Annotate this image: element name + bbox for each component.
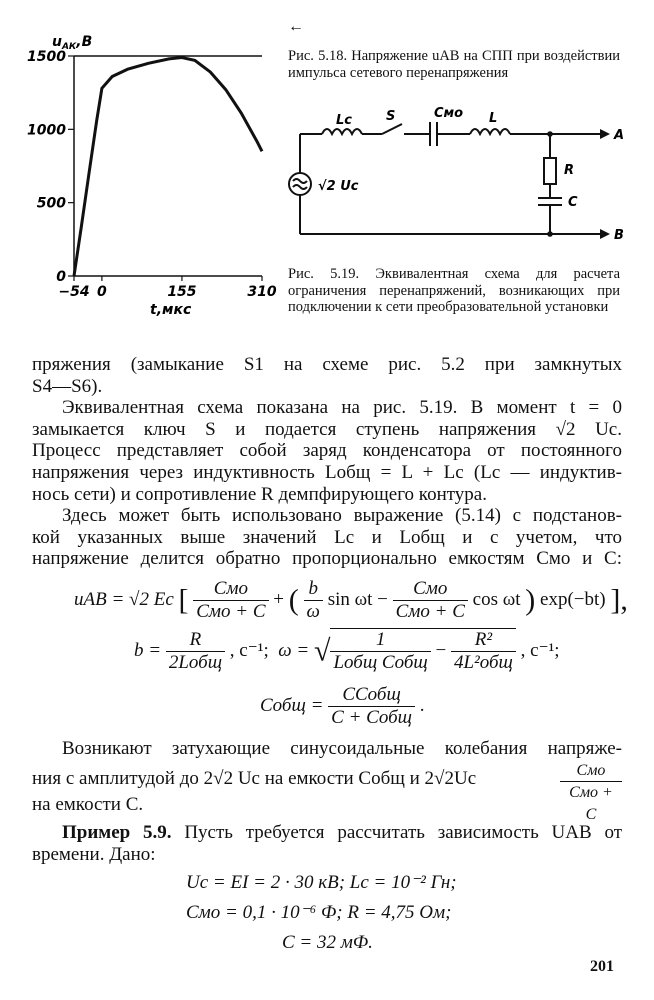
label-r: R [564,163,575,178]
para-2-line-4: напряжения через индуктивность Lобщ = L + Lc (Lc — индуктив- [32,461,622,483]
example-line-2: времени. Дано: [32,843,156,865]
fig-518-text: Напряжение uAB на СПП при воздействии импульса сетевого перенапряжения [288,48,621,81]
fig-518-label: Рис. 5.18. [288,48,348,64]
fig-518-caption [288,48,620,81]
switch-s [382,124,402,134]
eq-w-frac-1: $\frac{1}{\text{Lобщ Cобщ}}$ [330,629,430,674]
equation-uab: uAB = √2 Ec [ $\frac{\text{Cмо}}{\text{Cмо + C}}$ + ( $\frac{b}{\omega}$ sin ωt − $\frac{\text{Cмо}}{\text{Cмо + C}}$ cos ωt ) exp(−bt) ], [74,578,628,622]
x-tick-label: 155 [167,284,197,300]
eq-frac-1: $\frac{\text{Cмо}}{\text{Cмо + C}}$ [193,578,268,623]
y-tick-label: 1500 [27,49,66,65]
para-4-line-1: Возникают затухающие синусоидальные колебания напряже- [62,738,622,759]
para-3-line-1: Здесь может быть использовано выражение (5.14) с подстанов- [62,505,622,527]
example-title: Пример 5.9. [62,822,172,843]
para-2-line-2: замыкается ключ S и подается ступень напряжения √2 Uc. [32,418,622,440]
para-3-line-3: напряжение делится обратно пропорционально емкостям Cмо и C: [32,548,622,570]
para-2-line-3: Процесс представляет собой заряд конденсатора от постоянного [32,440,622,462]
eq-exp: exp(−bt) [540,588,606,610]
inductor-l [470,129,510,134]
para-1-line-1: пряжения (замыкание S1 на схеме рис. 5.2 при замкнутых [32,354,622,375]
para-1-line-2: S4—S6). [32,375,103,397]
eq-sin: sin ωt − [327,588,388,610]
para-3-line-2: кой указанных выше значений Lc и Lобщ и с учетом, что [32,526,622,548]
eq-frac-3: $\frac{\text{Cмо}}{\text{Cмо + C}}$ [393,578,468,623]
fig-519-text: Эквивалентная схема для расчета ограничения перенапряжений, возникающих при подключении к сети преобразовательной установки [288,266,621,315]
fig-519-caption [288,266,620,316]
para-4 [32,738,622,823]
inductor-lc [322,129,362,134]
resistor-r [544,158,556,184]
example-line-1: Пусть требуется рассчитать зависимость UAB от [184,822,623,843]
eq-w-minus: − [435,639,447,661]
eq-b-lhs: b = [134,639,162,661]
arrow-mark: ← [288,18,304,35]
given-3: C = 32 мФ. [282,932,373,953]
para-4-line-3: на емкости C. [32,793,144,815]
given-2: Cмо = 0,1 · 10⁻⁶ Ф; R = 4,75 Ом; [186,902,452,923]
voltage-curve [74,58,262,277]
eq-plus: + [273,588,285,610]
x-tick-label: 0 [97,284,107,300]
body-text [32,354,622,570]
para-4-line-2: ния с амплитудой до 2√2 Uc на емкости Cобщ и 2√2Uc [32,767,477,789]
x-tick-label: 310 [247,284,277,300]
example-5-9 [32,822,622,865]
eq-c-frac: $\frac{\text{CCобщ}}{\text{C + Cобщ}}$ [328,684,415,729]
eq-c-end: . [419,694,425,716]
y-tick-label: 500 [36,195,66,212]
voltage-chart [0,30,277,335]
label-cmo: Cмо [434,106,464,121]
label-source: √2 Uc [318,179,359,194]
eq-b-unit: , c⁻¹; [229,639,269,661]
equivalent-circuit [284,102,624,252]
label-lc: Lc [336,113,352,128]
x-tick-label: −54 [58,284,90,300]
voltage-source [289,173,311,195]
eq-w-lhs: ω = [278,639,310,661]
label-l: L [489,111,498,126]
page-number: 201 [590,958,614,975]
given-1: Uc = EI = 2 · 30 кВ; Lc = 10⁻² Гн; [186,872,457,893]
eq-lhs: uAB = √2 Ec [74,588,174,610]
label-s: S [386,109,396,124]
label-c: C [568,195,578,210]
x-axis-label: t,мкс [150,302,192,318]
eq-c-lhs: Cобщ = [260,694,324,716]
fig-519-label: Рис. 5.19. [288,266,360,282]
eq-w-unit: , c⁻¹; [520,639,560,661]
label-b: B [614,228,624,243]
para-2-line-1: Эквивалентная схема показана на рис. 5.19. В момент t = 0 [62,397,622,419]
eq-cos: cos ωt [472,588,521,610]
y-tick-label: 1000 [27,122,66,139]
label-a: A [614,128,625,143]
y-tick-label: 0 [56,269,66,285]
eq-b-frac: $\frac{R}{\text{2Lобщ}}$ [166,629,225,674]
equation-b-omega: b = $\frac{R}{\text{2Lобщ}}$ , c⁻¹; ω = √ $\frac{1}{\text{Lобщ Cобщ}}$ − $\frac{\text{R²}}{\text{4L²общ}}$ , c⁻¹; [134,629,560,673]
amp-frac: Cмо Cмо + C [560,760,622,826]
eq-w-frac-2: $\frac{\text{R²}}{\text{4L²общ}}$ [451,629,516,674]
equation-c-total [260,684,424,729]
y-axis-label: $u_{АК},В$ [52,34,93,52]
para-2-line-5: нось сети) и сопротивление R демпфирующего контура. [32,483,487,505]
eq-frac-2: $\frac{b}{\omega}$ [304,578,323,623]
